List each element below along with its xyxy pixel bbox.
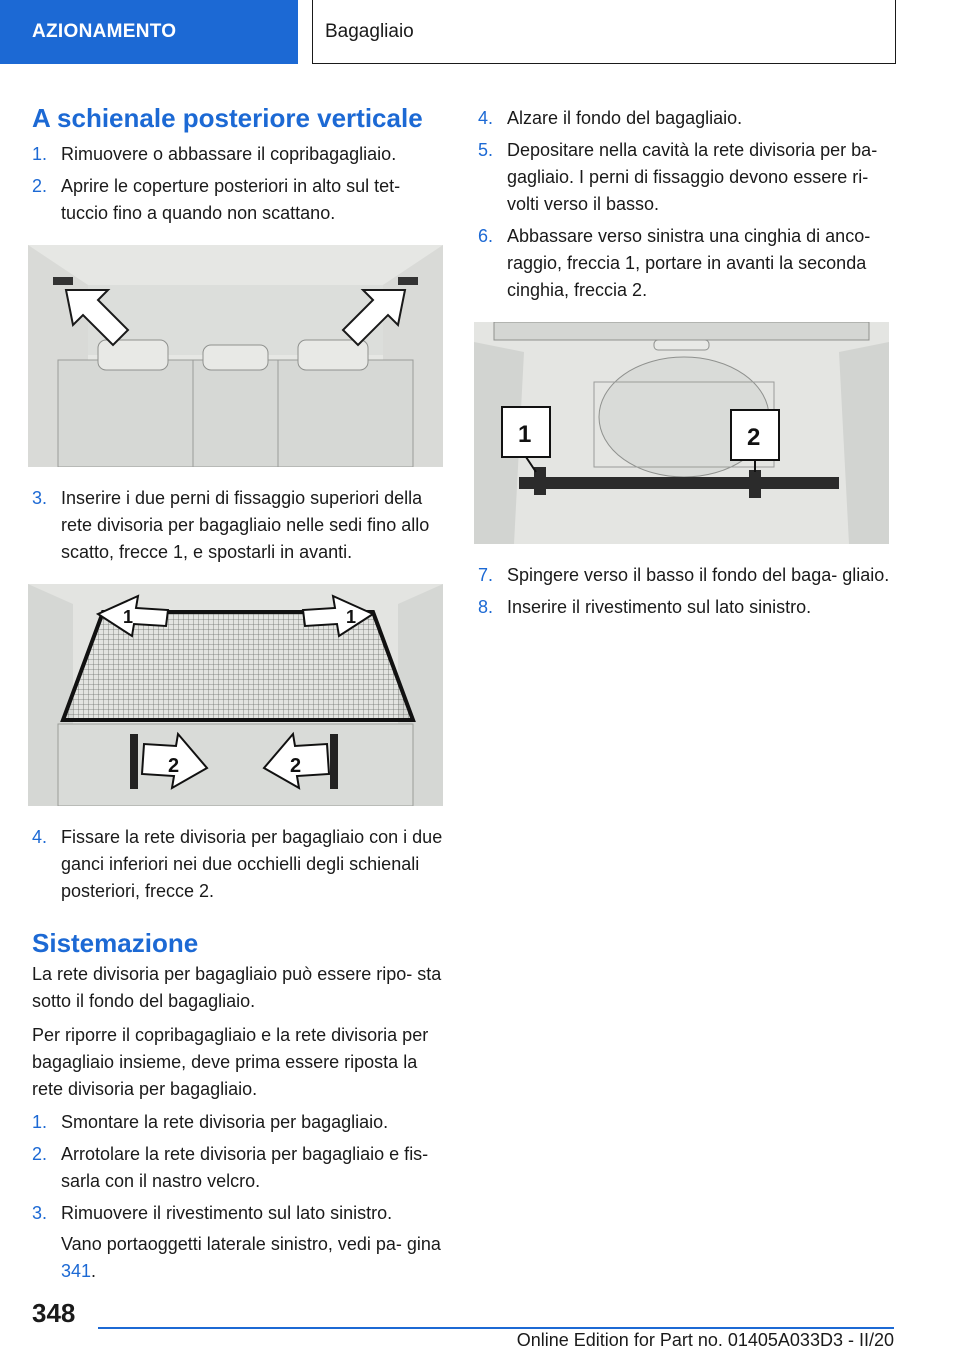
step-number: 1. [32,144,48,164]
step-number: 4. [32,827,48,847]
list-item [478,594,894,621]
chapter-title: Bagagliaio [325,20,414,42]
step-number: 7. [478,565,494,585]
figure-label: 2 [168,755,180,777]
step-number: 2. [32,176,48,196]
page-link[interactable]: 341 [61,1261,92,1281]
right-column [478,100,894,621]
step-text: Alzare il fondo del bagagliaio. [507,108,743,128]
step-number: 2. [32,1144,48,1164]
cross-reference-end: . [91,1261,97,1281]
step-text: Smontare la rete divisoria per bagagliaio. [61,1112,389,1132]
step-text: Abbassare verso sinistra una cinghia di anco- raggio, freccia 1, portare in avanti la seconda cinghia, freccia 2. [507,226,871,300]
figure-label: 1 [123,607,134,627]
cross-reference [32,1231,446,1285]
paragraph: La rete divisoria per bagagliaio può essere ripo- sta sotto il fondo del bagagliaio. [32,964,442,1011]
step-number: 3. [32,488,48,508]
step-number: 8. [478,597,494,617]
step-text: Inserire il rivestimento sul lato sinistro. [507,597,812,617]
step-text: Depositare nella cavità la rete divisoria per ba- gagliaio. I perni di fissaggio devono essere ri- volti verso il basso. [507,140,878,214]
figure-label: 1 [346,607,357,627]
step-number: 6. [478,226,494,246]
list-item [32,485,446,566]
figure-anchor-straps [474,322,889,544]
step-text: Rimuovere o abbassare il copribagagliaio. [61,144,397,164]
subsection-heading: Sistemazione [32,928,199,958]
figure-label: 2 [290,755,302,777]
list-item [478,105,894,132]
edition-footer: Online Edition for Part no. 01405A033D3 - II/20 [516,1330,894,1350]
section-label: AZIONAMENTO [32,21,177,42]
list-item [478,223,894,304]
steps-list [32,141,446,227]
figure-net-mounting [28,584,443,806]
cross-reference-text: Vano portaoggetti laterale sinistro, vedi pa- gina [61,1234,441,1254]
section-heading: A schienale posteriore verticale [32,103,423,133]
step-number: 4. [478,108,494,128]
steps-list [32,1109,446,1227]
section-tab [0,0,298,64]
page-number: 348 [32,1298,76,1328]
step-text: Inserire i due perni di fissaggio superiori della rete divisoria per bagagliaio nelle sedi fino allo scatto, frecce 1, e spostarli in avanti. [61,488,430,562]
list-item [32,1200,446,1227]
step-text: Rimuovere il rivestimento sul lato sinistro. [61,1203,393,1223]
step-text: Spingere verso il basso il fondo del baga- gliaio. [507,565,890,585]
list-item [32,141,446,168]
step-text: Arrotolare la rete divisoria per bagagliaio e fis- sarla con il nastro velcro. [61,1144,429,1191]
step-text: Fissare la rete divisoria per bagagliaio con i due ganci inferiori nei due occhielli degli schienali posteriori, frecce 2. [61,827,443,901]
step-number: 3. [32,1203,48,1223]
list-item [32,173,446,227]
paragraph: Per riporre il copribagagliaio e la rete divisoria per bagagliaio insieme, deve prima essere riposta la rete divisoria per bagagliaio. [32,1025,429,1099]
step-number: 1. [32,1112,48,1132]
steps-list [32,485,446,566]
steps-list [478,562,894,621]
list-item [32,1109,446,1136]
trunk-illustration [28,245,443,467]
list-item [478,137,894,218]
figure-label: 1 [518,421,532,448]
figure-label: 2 [747,424,761,451]
figure-cover-flaps [28,245,443,467]
list-item [32,824,446,905]
step-text: Aprire le coperture posteriori in alto sul tet- tuccio fino a quando non scattano. [61,176,401,223]
footer-divider [98,1327,894,1329]
step-number: 5. [478,140,494,160]
steps-list [478,105,894,304]
net-illustration [28,584,443,806]
strap-illustration [474,322,889,544]
chapter-header [312,0,896,64]
list-item [478,562,894,589]
steps-list [32,824,446,905]
list-item [32,1141,446,1195]
left-column [32,100,446,1285]
